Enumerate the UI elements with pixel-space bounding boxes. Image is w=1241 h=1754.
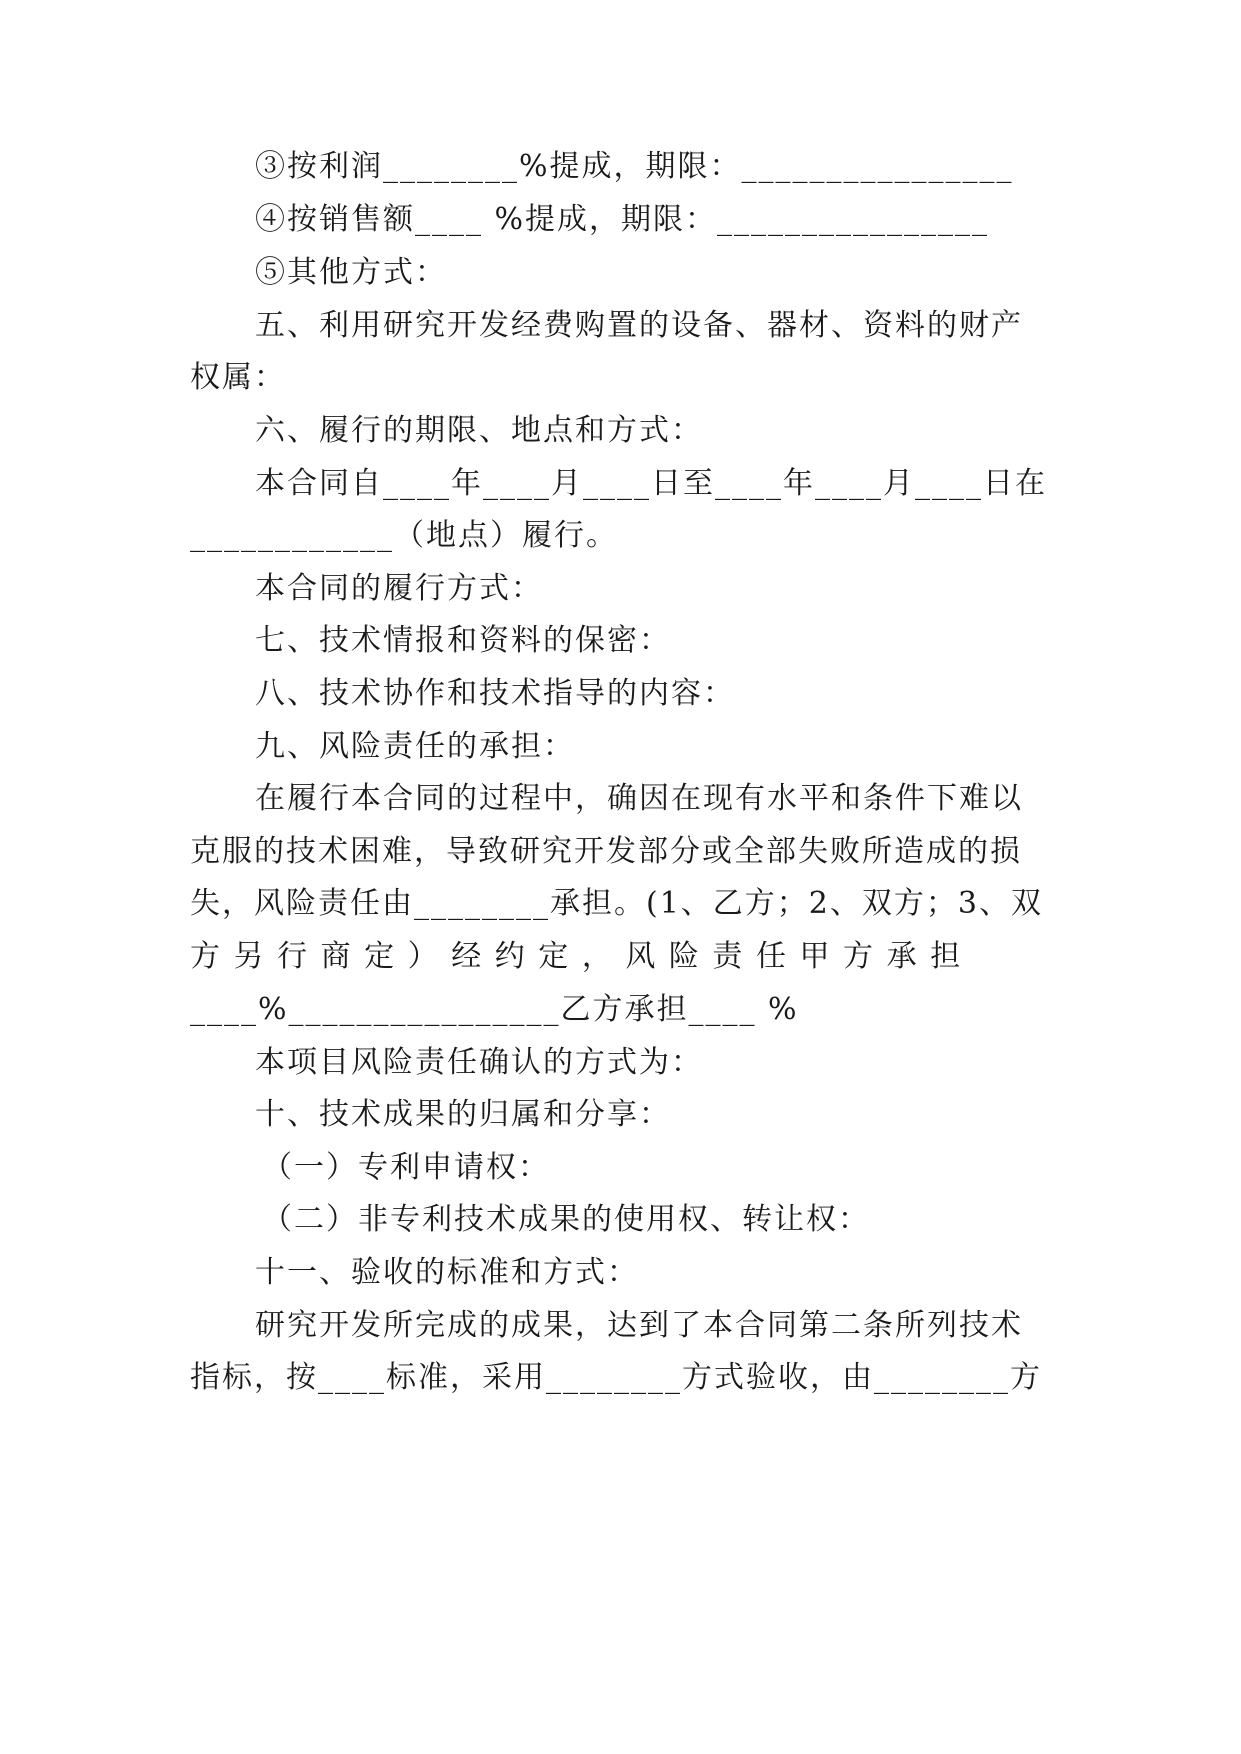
text-line: 七、技术情报和资料的保密： [255, 623, 671, 658]
text-line: ____________（地点）履行。 [190, 518, 618, 553]
text-line: 克服的技术困难，导致研究开发部分或全部失败所造成的损 [190, 834, 1022, 869]
text-line: ③按利润________%提成，期限：________________ [255, 149, 1014, 184]
text-line: 失，风险责任由________承担。(1、乙方；2、双方；3、双 [190, 886, 1043, 921]
text-line: ⑤其他方式： [255, 255, 447, 290]
text-line: 本项目风险责任确认的方式为： [255, 1045, 703, 1080]
text-line: （一）专利申请权： [262, 1150, 550, 1185]
text-line: 十一、验收的标准和方式： [255, 1255, 639, 1290]
text-line: 五、利用研究开发经费购置的设备、器材、资料的财产 [255, 308, 1023, 343]
text-line: 八、技术协作和技术指导的内容： [255, 676, 735, 711]
text-line: ④按销售额____ %提成，期限：________________ [255, 202, 990, 237]
text-line: 指标，按____标准，采用________方式验收，由________方 [190, 1360, 1042, 1395]
text-line: 九、风险责任的承担： [255, 729, 575, 764]
text-line: 研究开发所完成的成果，达到了本合同第二条所列技术 [255, 1308, 1023, 1343]
text-line: 方 另 行 商 定 ） 经 约 定 ， 风 险 责 任 甲 方 承 担 [190, 939, 963, 974]
text-line: 权属： [190, 360, 286, 395]
text-line: 本合同的履行方式： [255, 571, 543, 606]
text-line: 在履行本合同的过程中，确因在现有水平和条件下难以 [255, 781, 1023, 816]
text-line: 本合同自____年____月____日至____年____月____日在 [255, 466, 1047, 501]
text-line: 六、履行的期限、地点和方式： [255, 413, 703, 448]
text-line: （二）非专利技术成果的使用权、转让权： [262, 1202, 870, 1237]
text-line: 十、技术成果的归属和分享： [255, 1097, 671, 1132]
text-line: ____%________________乙方承担____ % [190, 992, 799, 1027]
